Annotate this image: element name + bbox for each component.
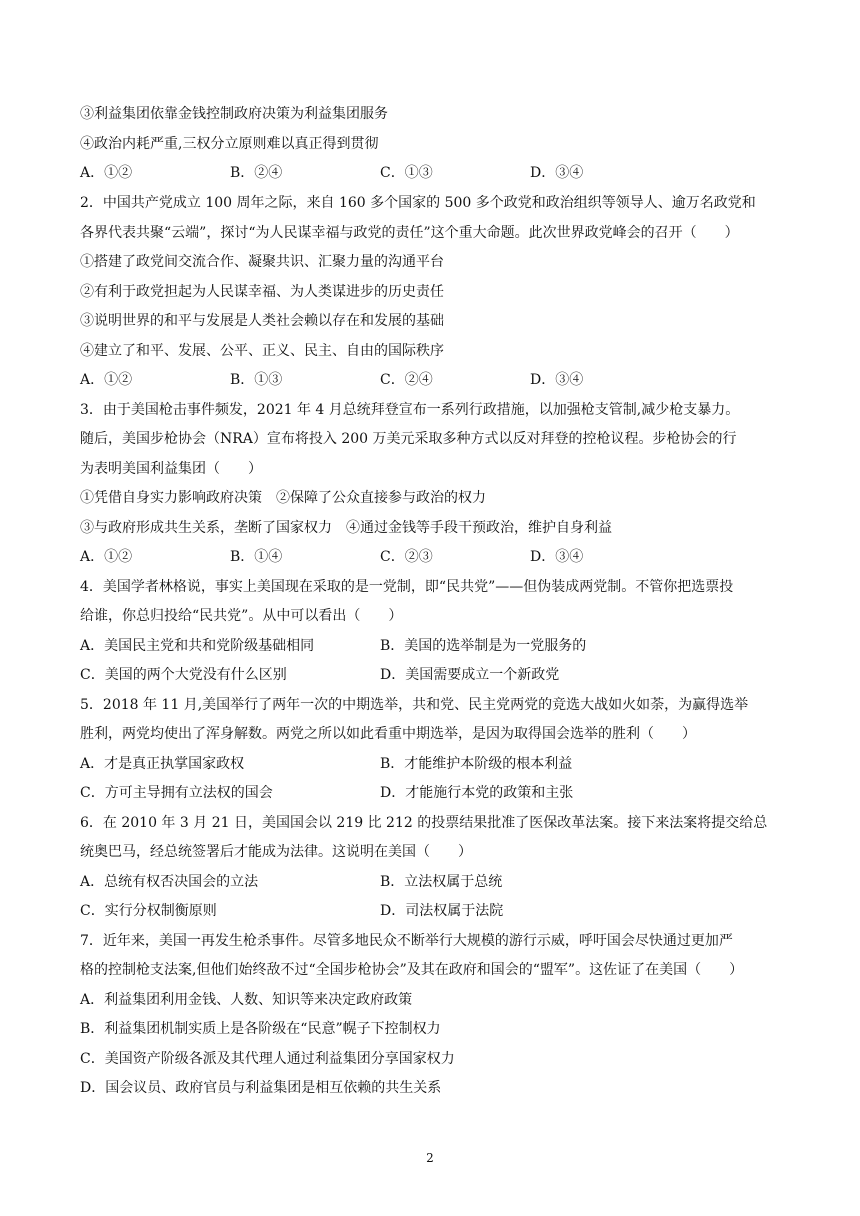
- q7-stem-line-2: 格的控制枪支法案,但他们始终敌不过“全国步枪协会”及其在政府和国会的“盟军”。这佐证了在美国（ ）: [80, 962, 744, 978]
- q1-option-d: D．③④: [530, 165, 584, 181]
- q2-option-d: D．③④: [530, 372, 584, 388]
- q6-stem-line-1: 6．在 2010 年 3 月 21 日，美国国会以 219 比 212 的投票结果批准了医保改革法案。接下来法案将提交给总: [80, 815, 768, 831]
- q1-option-b: B．②④: [230, 165, 283, 181]
- q2-item-4: ④建立了和平、发展、公平、正义、民主、自由的国际秩序: [80, 343, 444, 359]
- q2-item-2: ②有利于政党担起为人民谋幸福、为人类谋进步的历史责任: [80, 284, 444, 300]
- q3-stem-line-3: 为表明美国利益集团（ ）: [80, 461, 262, 477]
- q3-stem-line-1: 3．由于美国枪击事件频发，2021 年 4 月总统拜登宣布一系列行政措施，以加强枪支管制,减少枪支暴力。: [80, 402, 740, 418]
- q4-option-d: D．美国需要成立一个新政党: [380, 667, 560, 683]
- q3-stem-line-2: 随后，美国步枪协会（NRA）宣布将投入 200 万美元采取多种方式以反对拜登的控枪议程。步枪协会的行: [80, 431, 737, 447]
- q5-stem-line-1: 5．2018 年 11 月,美国举行了两年一次的中期选举，共和党、民主党两党的竞选大战如火如荼，为赢得选举: [80, 697, 749, 713]
- q6-option-c: C．实行分权制衡原则: [80, 903, 217, 919]
- q2-option-b: B．①③: [230, 372, 283, 388]
- q2-option-a: A．①②: [80, 372, 133, 388]
- q5-option-c: C．方可主导拥有立法权的国会: [80, 785, 273, 801]
- q6-stem-line-2: 统奥巴马，经总统签署后才能成为法律。这说明在美国（ ）: [80, 844, 472, 860]
- q4-option-c: C．美国的两个大党没有什么区别: [80, 667, 287, 683]
- q2-stem-line-2: 各界代表共聚“云端”，探讨“为人民谋幸福与政党的责任”这个重大命题。此次世界政党峰会的召开（ ）: [80, 225, 739, 241]
- q4-stem-line-2: 给谁，你总归投给“民共党”。从中可以看出（ ）: [80, 608, 403, 624]
- q3-option-d: D．③④: [530, 549, 584, 565]
- q3-option-b: B．①④: [230, 549, 283, 565]
- q4-option-a: A．美国民主党和共和党阶级基础相同: [80, 638, 315, 654]
- q4-stem-line-1: 4．美国学者林格说，事实上美国现在采取的是一党制，即“民共党”——但伪装成两党制。不管你把选票投: [80, 579, 734, 595]
- q6-option-a: A．总统有权否决国会的立法: [80, 874, 259, 890]
- q7-option-c: C．美国资产阶级各派及其代理人通过利益集团分享国家权力: [80, 1051, 455, 1067]
- q1-option-c: C．①③: [380, 165, 433, 181]
- q7-stem-line-1: 7．近年来，美国一再发生枪杀事件。尽管多地民众不断举行大规模的游行示威，呼吁国会尽快通过更加严: [80, 933, 733, 949]
- q4-option-b: B．美国的选举制是为一党服务的: [380, 638, 587, 654]
- q3-option-c: C．②③: [380, 549, 433, 565]
- q7-option-b: B．利益集团机制实质上是各阶级在“民意”幌子下控制权力: [80, 1021, 441, 1037]
- q2-item-3: ③说明世界的和平与发展是人类社会赖以存在和发展的基础: [80, 313, 444, 329]
- q3-option-a: A．①②: [80, 549, 133, 565]
- q3-items-line-1: ①凭借自身实力影响政府决策 ②保障了公众直接参与政治的权力: [80, 490, 486, 506]
- q2-option-c: C．②④: [380, 372, 433, 388]
- q1-item-4: ④政治内耗严重,三权分立原则难以真正得到贯彻: [80, 136, 379, 152]
- q2-stem-line-1: 2．中国共产党成立 100 周年之际，来自 160 多个国家的 500 多个政党和政治组织等领导人、逾万名政党和: [80, 195, 756, 211]
- q3-items-line-2: ③与政府形成共生关系，垄断了国家权力 ④通过金钱等手段干预政治，维护自身利益: [80, 520, 612, 536]
- q5-stem-line-2: 胜利，两党均使出了浑身解数。两党之所以如此看重中期选举，是因为取得国会选举的胜利（ ）: [80, 726, 696, 742]
- q5-option-d: D．才能施行本党的政策和主张: [380, 785, 574, 801]
- q6-option-b: B．立法权属于总统: [380, 874, 503, 890]
- q1-item-3: ③利益集团依靠金钱控制政府决策为利益集团服务: [80, 106, 388, 122]
- q2-item-1: ①搭建了政党间交流合作、凝聚共识、汇聚力量的沟通平台: [80, 254, 444, 270]
- q7-option-d: D．国会议员、政府官员与利益集团是相互依赖的共生关系: [80, 1080, 442, 1096]
- page-number: 2: [426, 1151, 434, 1165]
- q6-option-d: D．司法权属于法院: [380, 903, 504, 919]
- q7-option-a: A．利益集团利用金钱、人数、知识等来决定政府政策: [80, 992, 413, 1008]
- q1-option-a: A．①②: [80, 165, 133, 181]
- q5-option-b: B．才能维护本阶级的根本利益: [380, 756, 573, 772]
- q5-option-a: A．才是真正执掌国家政权: [80, 756, 245, 772]
